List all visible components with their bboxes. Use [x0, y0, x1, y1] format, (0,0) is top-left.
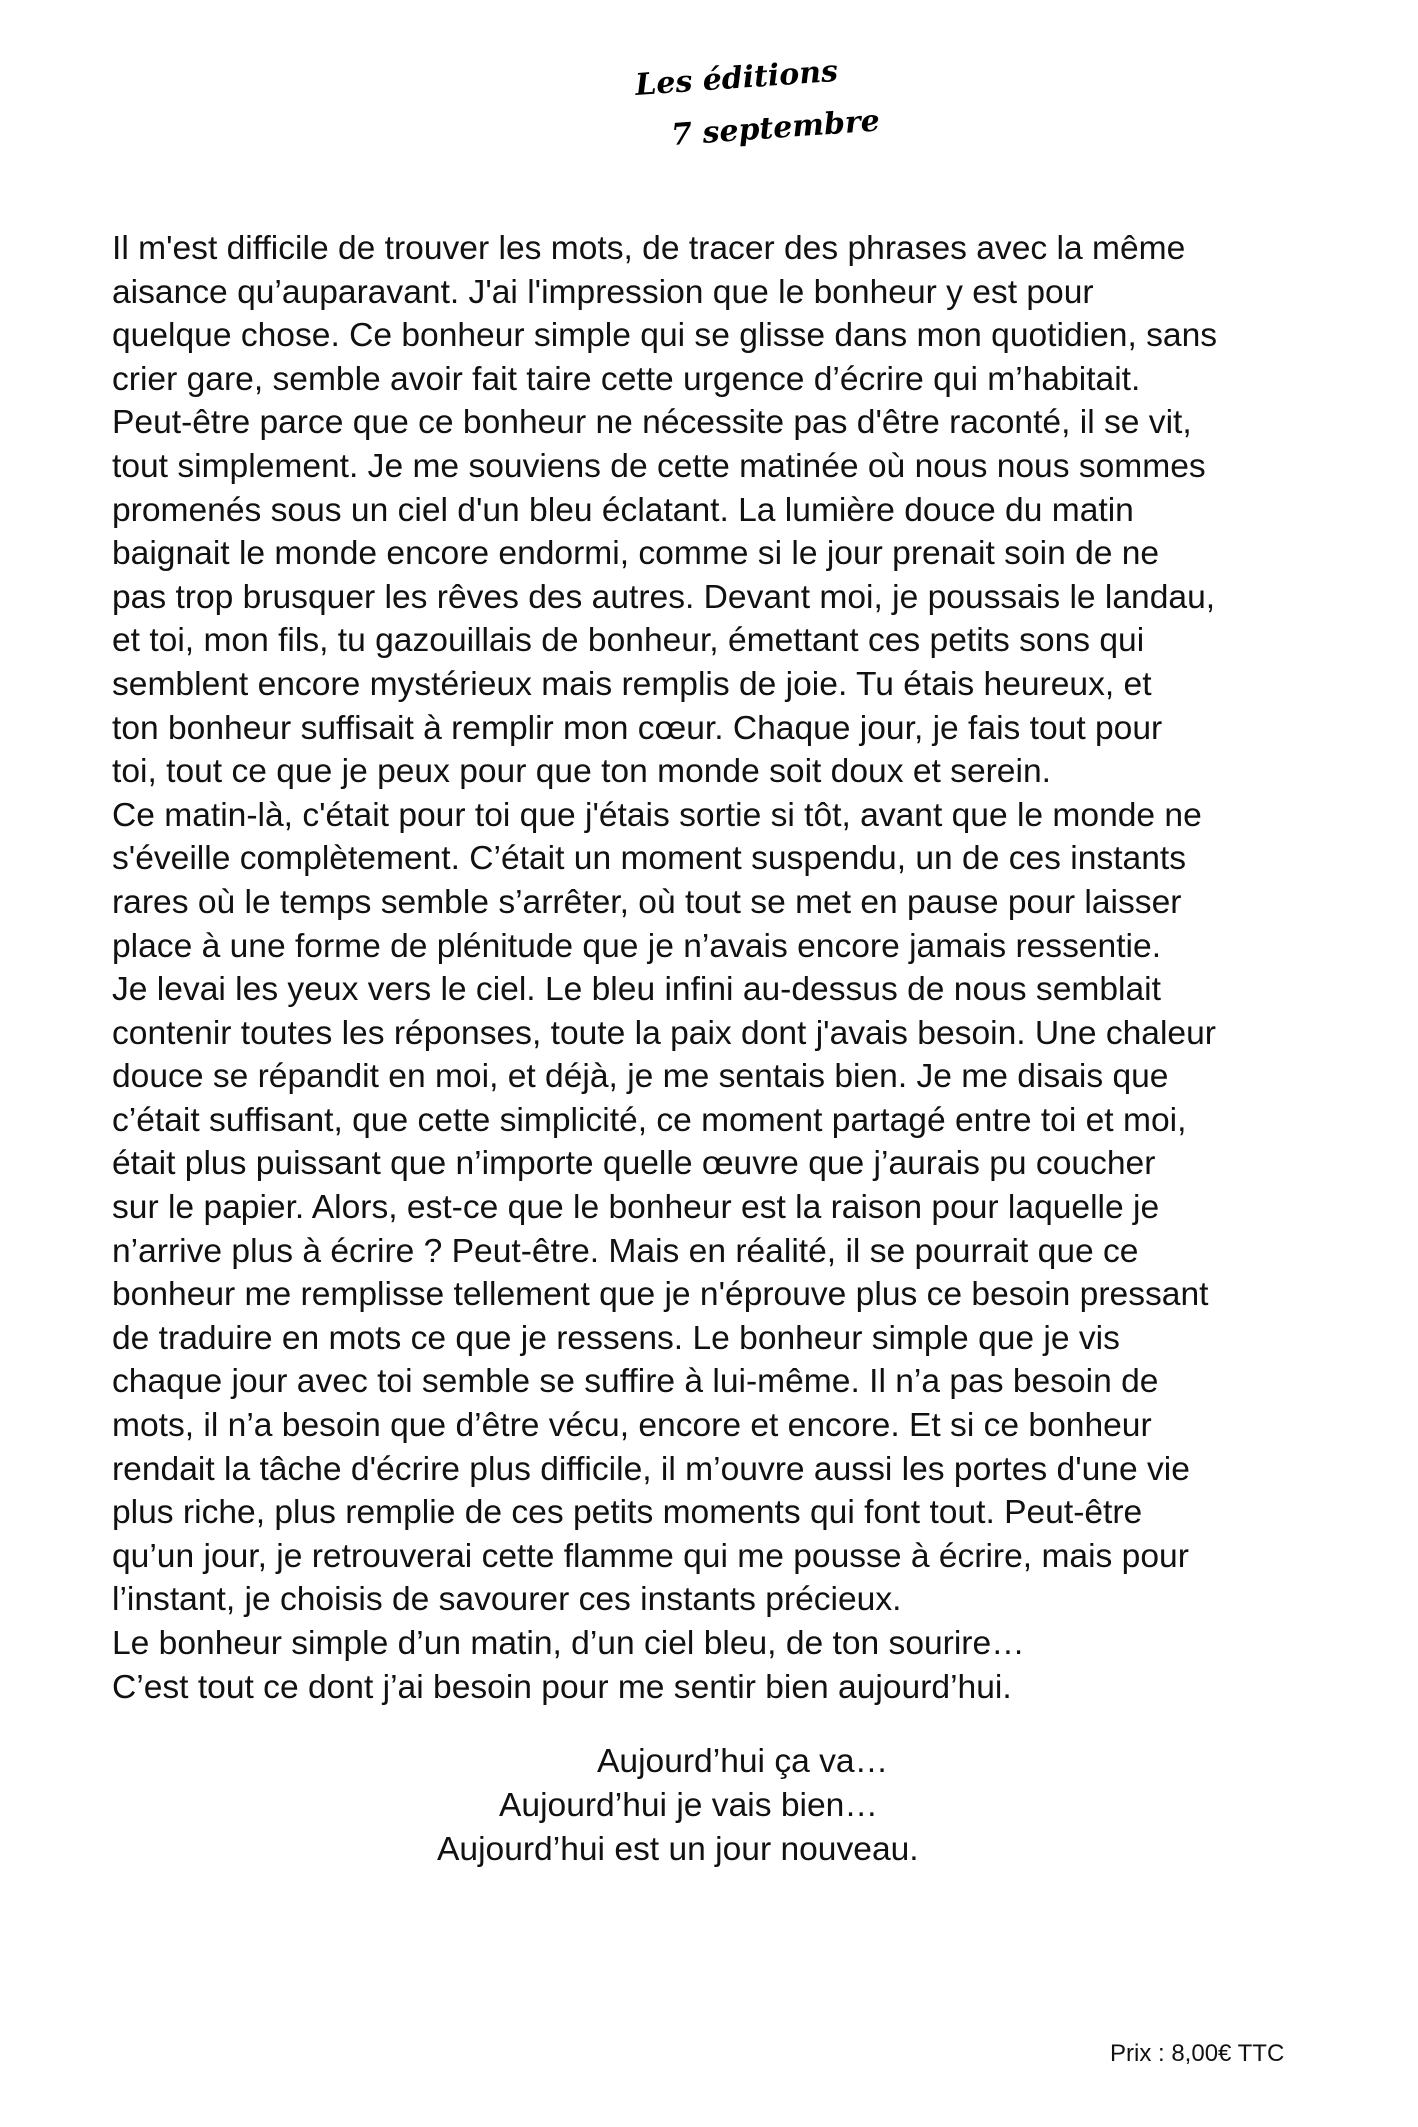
body-line: rendait la tâche d'écrire plus difficile, il m’ouvre aussi les portes d'une vie [112, 1450, 1190, 1488]
body-line: de traduire en mots ce que je ressens. Le bonheur simple que je vis [112, 1319, 1120, 1357]
closing-line-3: Aujourd’hui est un jour nouveau. [437, 1831, 919, 1868]
body-line: bonheur me remplisse tellement que je n'éprouve plus ce besoin pressant [112, 1276, 1209, 1314]
body-line: pas trop brusquer les rêves des autres. Devant moi, je poussais le landau, [112, 578, 1216, 616]
body-line: contenir toutes les réponses, toute la paix dont j'avais besoin. Une chaleur [112, 1014, 1216, 1052]
body-line: Il m'est difficile de trouver les mots, de tracer des phrases avec la même [112, 230, 1186, 267]
body-line: promenés sous un ciel d'un bleu éclatant. La lumière douce du matin [112, 491, 1134, 529]
body-line: C’est tout ce dont j’ai besoin pour me sentir bien aujourd’hui. [112, 1668, 1012, 1706]
closing-line-1: Aujourd’hui ça va… [597, 1743, 889, 1780]
body-line: c’était suffisant, que cette simplicité, ce moment partagé entre toi et moi, [112, 1101, 1187, 1139]
body-line: aisance qu’auparavant. J'ai l'impression que le bonheur y est pour [112, 273, 1094, 311]
body-line: s'éveille complètement. C’était un moment suspendu, un de ces instants [112, 840, 1187, 878]
body-line: Le bonheur simple d’un matin, d’un ciel bleu, de ton sourire… [112, 1625, 1025, 1662]
body-line: rares où le temps semble s’arrêter, où tout se met en pause pour laisser [112, 883, 1182, 921]
publisher-logo [630, 53, 881, 165]
body-line: douce se répandit en moi, et déjà, je me sentais bien. Je me disais que [112, 1058, 1169, 1096]
body-line: quelque chose. Ce bonheur simple qui se glisse dans mon quotidien, sans [112, 317, 1218, 355]
body-line: semblent encore mystérieux mais remplis de joie. Tu étais heureux, et [112, 665, 1152, 703]
body-line: était plus puissant que n’importe quelle œuvre que j’aurais pu coucher [112, 1145, 1156, 1183]
body-line: Peut-être parce que ce bonheur ne nécessite pas d'être raconté, il se vit, [112, 404, 1192, 442]
body-line: tout simplement. Je me souviens de cette matinée où nous nous sommes [112, 447, 1206, 485]
body-line: ton bonheur suffisait à remplir mon cœur. Chaque jour, je fais tout pour [112, 709, 1163, 747]
body-line: qu’un jour, je retrouverai cette flamme qui me pousse à écrire, mais pour [112, 1537, 1189, 1575]
publisher-logo-mark [630, 53, 881, 165]
body-line: mots, il n’a besoin que d’être vécu, encore et encore. Et si ce bonheur [112, 1407, 1152, 1445]
body-line: et toi, mon fils, tu gazouillais de bonheur, émettant ces petits sons qui [112, 622, 1145, 660]
body-line: Je levai les yeux vers le ciel. Le bleu infini au-dessus de nous semblait [112, 971, 1161, 1009]
body-line: baignait le monde encore endormi, comme si le jour prenait soin de ne [112, 535, 1160, 573]
body-line: chaque jour avec toi semble se suffire à lui-même. Il n’a pas besoin de [112, 1363, 1159, 1401]
logo-line-2: 7 septembre [670, 103, 881, 153]
body-line: sur le papier. Alors, est-ce que le bonheur est la raison pour laquelle je [112, 1189, 1160, 1227]
body-line: plus riche, plus remplie de ces petits moments qui font tout. Peut-être [112, 1494, 1143, 1532]
body-line: Ce matin-là, c'était pour toi que j'étais sortie si tôt, avant que le monde ne [112, 796, 1202, 834]
closing-line-2: Aujourd’hui je vais bien… [499, 1787, 878, 1824]
body-line: n’arrive plus à écrire ? Peut-être. Mais en réalité, il se pourrait que ce [112, 1232, 1139, 1270]
body-line: l’instant, je choisis de savourer ces instants précieux. [112, 1581, 902, 1619]
body-text [112, 227, 1332, 1709]
body-line: place à une forme de plénitude que je n’avais encore jamais ressentie. [112, 927, 1162, 965]
body-line: toi, tout ce que je peux pour que ton monde soit doux et serein. [112, 753, 1051, 791]
body-line: crier gare, semble avoir fait taire cette urgence d’écrire qui m’habitait. [112, 360, 1141, 398]
price-label: Prix : 8,00€ TTC [1110, 2040, 1285, 2067]
logo-line-1: Les éditions [634, 53, 840, 103]
